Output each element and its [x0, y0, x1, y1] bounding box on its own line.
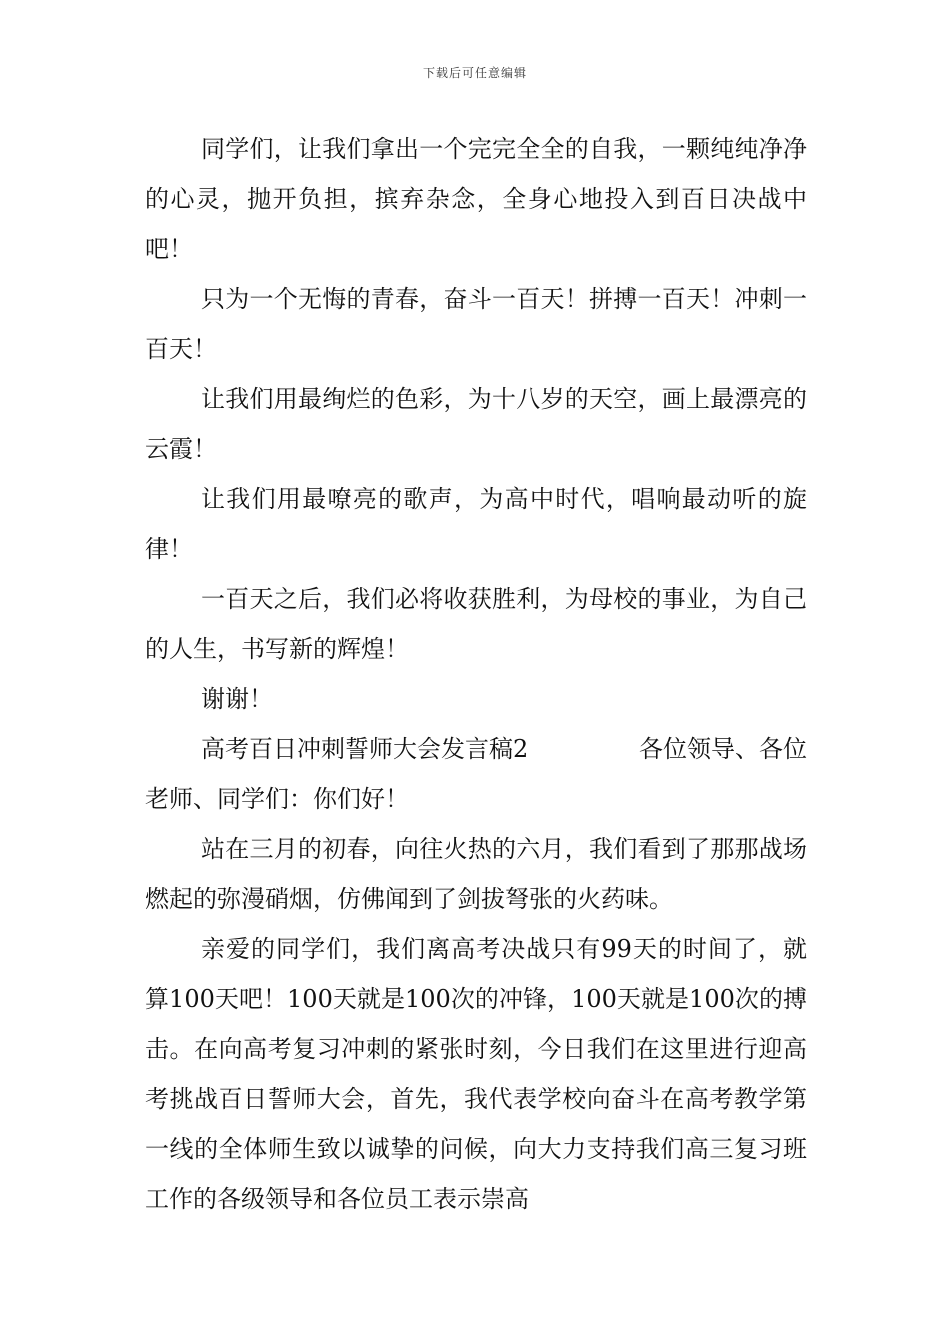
paragraph: 让我们用最嘹亮的歌声，为高中时代，唱响最动听的旋律！ [145, 485, 807, 563]
paragraph: 让我们用最绚烂的色彩，为十八岁的天空，画上最漂亮的云霞！ [145, 385, 807, 463]
paragraph: 一百天之后，我们必将收获胜利，为母校的事业，为自己的人生，书写新的辉煌！ [145, 585, 807, 663]
speech-greeting-start: 各位领导、各位 [639, 735, 807, 763]
document-body [145, 124, 807, 1224]
paragraph: 亲爱的同学们，我们离高考决战只有99天的时间了，就算100天吧！100天就是100次的冲锋，100天就是100次的搏击。在向高考复习冲刺的紧张时刻，今日我们在这里进行迎高考挑战百日誓师大会，首先，我代表学校向奋斗在高考教学第一线的全体师生致以诚挚的问候，向大力支持我们高三复习班工作的各级领导和各位员工表示崇高 [145, 935, 807, 1213]
page-header: 下载后可任意编辑 [422, 66, 527, 80]
paragraph: 同学们，让我们拿出一个完完全全的自我，一颗纯纯净净的心灵，抛开负担，摈弃杂念，全身心地投入到百日决战中吧！ [145, 135, 807, 263]
speech-greeting-end: 老师、同学们：你们好！ [145, 785, 409, 813]
paragraph: 只为一个无悔的青春，奋斗一百天！拼搏一百天！冲刺一百天！ [145, 285, 807, 363]
paragraph: 站在三月的初春，向往火热的六月，我们看到了那那战场燃起的弥漫硝烟，仿佛闻到了剑拔弩张的火药味。 [145, 835, 807, 913]
paragraph: 谢谢！ [201, 685, 273, 713]
speech-title: 高考百日冲刺誓师大会发言稿2 [201, 735, 529, 763]
speech-2-heading [145, 724, 807, 824]
